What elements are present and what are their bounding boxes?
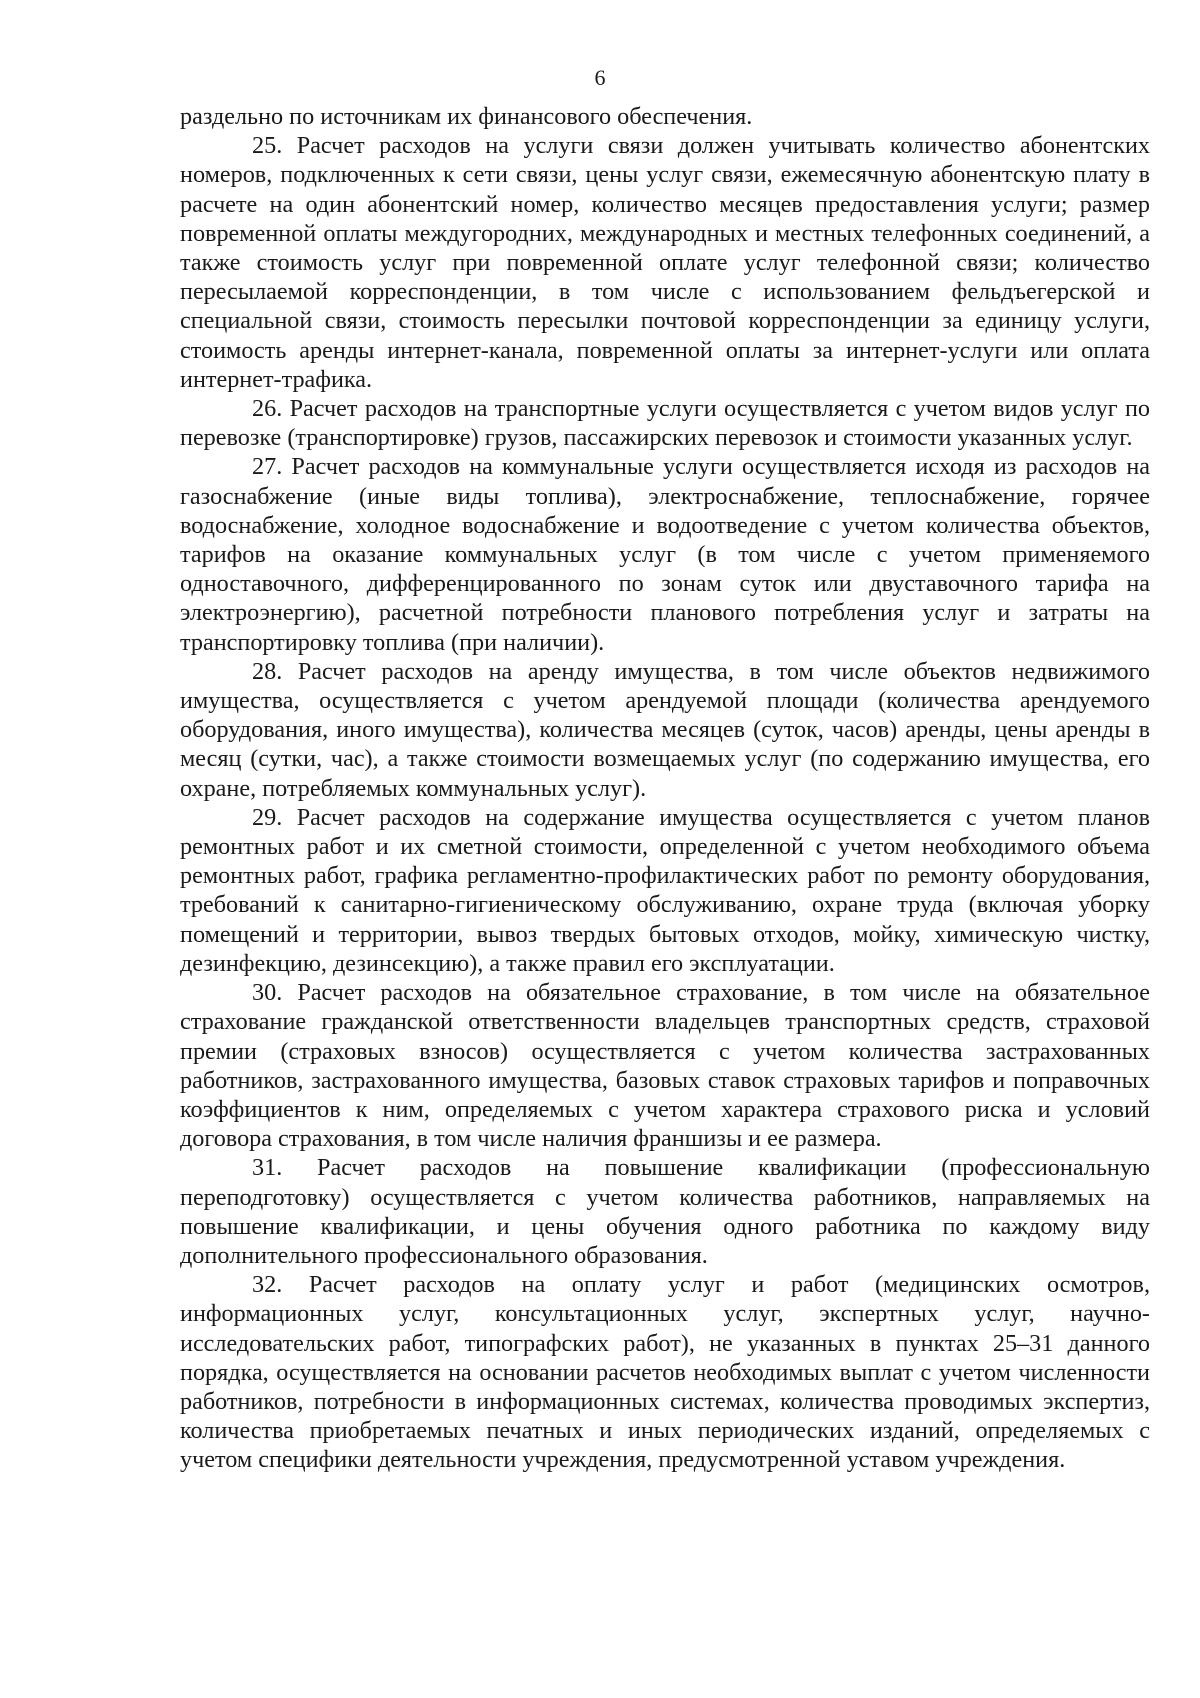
paragraph-30: 30. Расчет расходов на обязательное страхование, в том числе на обязательное страхование гражданской ответственности владельцев транспортных средств, страховой премии (страховых взносов) осуществляется с учетом количества застрахованных работников, застрахованного имущества, базовых ставок страховых тарифов и поправочных коэффициентов к ним, определяемых с учетом характера страхового риска и условий договора страхования, в том числе наличия франшизы и ее размера. (180, 979, 1150, 1153)
paragraph-29: 29. Расчет расходов на содержание имущества осуществляется с учетом планов ремонтных работ и их сметной стоимости, определенной с учетом необходимого объема ремонтных работ, графика регламентно-профилактических работ по ремонту оборудования, требований к санитарно-гигиеническому обслуживанию, охране труда (включая уборку помещений и территории, вывоз твердых бытовых отходов, мойку, химическую чистку, дезинфекцию, дезинсекцию), а также правил его эксплуатации. (180, 803, 1150, 977)
page-number: 6 (594, 65, 606, 90)
continuation-line: раздельно по источникам их финансового обеспечения. (180, 103, 753, 130)
paragraph-27: 27. Расчет расходов на коммунальные услуги осуществляется исходя из расходов на газоснабжение (иные виды топлива), электроснабжение, теплоснабжение, горячее водоснабжение, холодное водоснабжение и водоотведение с учетом количества объектов, тарифов на оказание коммунальных услуг (в том числе с учетом применяемого одноставочного, дифференцированного по зонам суток или двуставочного тарифа на электроэнергию), расчетной потребности планового потребления услуг и затраты на транспортировку топлива (при наличии). (180, 453, 1150, 656)
document-body (180, 102, 1150, 1475)
paragraph-31: 31. Расчет расходов на повышение квалификации (профессиональную переподготовку) осуществляется с учетом количества работников, направляемых на повышение квалификации, и цены обучения одного работника по каждому виду дополнительного профессионального образования. (180, 1154, 1150, 1269)
paragraph-25: 25. Расчет расходов на услуги связи должен учитывать количество абонентских номеров, подключенных к сети связи, цены услуг связи, ежемесячную абонентскую плату в расчете на один абонентский номер, количество месяцев предоставления услуги; размер повременной оплаты междугородних, международных и местных телефонных соединений, а также стоимость услуг при повременной оплате услуг телефонной связи; количество пересылаемой корреспонденции, в том числе с использованием фельдъегерской и специальной связи, стоимость пересылки почтовой корреспонденции за единицу услуги, стоимость аренды интернет-канала, повременной оплаты за интернет-услуги или оплата интернет-трафика. (180, 132, 1150, 393)
paragraph-32: 32. Расчет расходов на оплату услуг и работ (медицинских осмотров, информационных услуг, консультационных услуг, экспертных услуг, научно-исследовательских работ, типографских работ), не указанных в пунктах 25–31 данного порядка, осуществляется на основании расчетов необходимых выплат с учетом численности работников, потребности в информационных системах, количества проводимых экспертиз, количества приобретаемых печатных и иных периодических изданий, определяемых с учетом специфики деятельности учреждения, предусмотренной уставом учреждения. (180, 1271, 1150, 1474)
paragraph-28: 28. Расчет расходов на аренду имущества, в том числе объектов недвижимого имущества, осуществляется с учетом арендуемой площади (количества арендуемого оборудования, иного имущества), количества месяцев (суток, часов) аренды, цены аренды в месяц (сутки, час), а также стоимости возмещаемых услуг (по содержанию имущества, его охране, потребляемых коммунальных услуг). (180, 657, 1150, 802)
paragraph-26: 26. Расчет расходов на транспортные услуги осуществляется с учетом видов услуг по перевозке (транспортировке) грузов, пассажирских перевозок и стоимости указанных услуг. (180, 395, 1150, 452)
